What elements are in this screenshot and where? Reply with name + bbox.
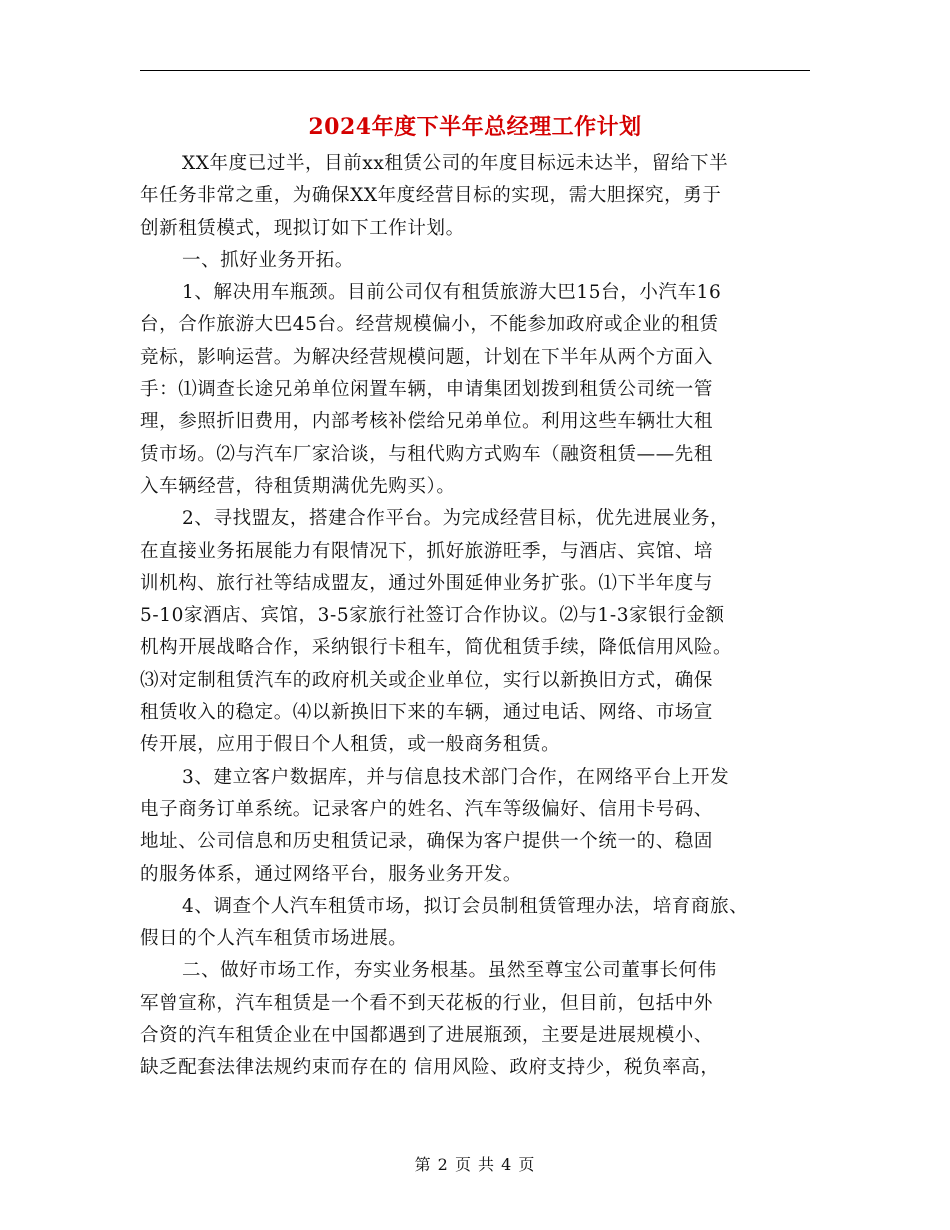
text-line: 4、调查个人汽车租赁市场，拟订会员制租赁管理办法，培育商旅、 bbox=[182, 895, 749, 917]
text-line: 地址、公司信息和历史租赁记录，确保为客户提供一个统一的、稳固 bbox=[140, 831, 714, 853]
text-line: 在直接业务拓展能力有限情况下，抓好旅游旺季，与酒店、宾馆、培 bbox=[140, 540, 714, 562]
text-line: 理，参照折旧费用，内部考核补偿给兄弟单位。利用这些车辆壮大租 bbox=[140, 411, 714, 433]
text-line: 入车辆经营，待租赁期满优先购买）。 bbox=[140, 475, 456, 497]
text-line: 年任务非常之重，为确保XX年度经营目标的实现，需大胆探究，勇于 bbox=[140, 185, 722, 207]
page-number: 第 2 页 共 4 页 bbox=[414, 1155, 536, 1174]
text-line: 竞标，影响运营。为解决经营规模问题，计划在下半年从两个方面入 bbox=[140, 346, 714, 368]
document-body bbox=[140, 148, 820, 1085]
text-line: 2、寻找盟友，搭建合作平台。为完成经营目标，优先进展业务， bbox=[182, 508, 730, 530]
text-line: XX年度已过半，目前xx租赁公司的年度目标远未达半，留给下半 bbox=[182, 153, 729, 174]
text-line: 租赁收入的稳定。⑷以新换旧下来的车辆，通过电话、网络、市场宣 bbox=[140, 702, 714, 724]
text-line: 传开展，应用于假日个人租赁，或一般商务租赁。 bbox=[140, 734, 561, 756]
text-line: 3、建立客户数据库，并与信息技术部门合作，在网络平台上开发 bbox=[182, 766, 730, 788]
text-line: 二、做好市场工作，夯实业务根基。虽然至尊宝公司董事长何伟 bbox=[182, 960, 717, 982]
text-line: 缺乏配套法律法规约束而存在的 信用风险、政府支持少，税负率高， bbox=[140, 1057, 720, 1079]
text-line: 1、解决用车瓶颈。目前公司仅有租赁旅游大巴15台，小汽车16 bbox=[182, 282, 722, 304]
text-line: 一、抓好业务开拓。 bbox=[182, 249, 354, 271]
text-line: 机构开展战略合作，采纳银行卡租车，简优租赁手续，降低信用风险。 bbox=[140, 637, 733, 659]
text-line: 台，合作旅游大巴45台。经营规模偏小，不能参加政府或企业的租赁 bbox=[140, 314, 719, 336]
document-title: 2024年度下半年总经理工作计划 bbox=[308, 114, 642, 140]
header-rule bbox=[140, 70, 810, 71]
text-line: 假日的个人汽车租赁市场进展。 bbox=[140, 928, 408, 950]
text-line: 合资的汽车租赁企业在中国都遇到了进展瓶颈，主要是进展规模小、 bbox=[140, 1025, 714, 1047]
text-line: 手：⑴调查长途兄弟单位闲置车辆，申请集团划拨到租赁公司统一管 bbox=[140, 379, 714, 401]
text-line: 创新租赁模式，现拟订如下工作计划。 bbox=[140, 217, 465, 239]
text-line: 赁市场。⑵与汽车厂家洽谈，与租代购方式购车（融资租赁——先租 bbox=[140, 443, 714, 465]
text-line: 电子商务订单系统。记录客户的姓名、汽车等级偏好、信用卡号码、 bbox=[140, 798, 714, 820]
text-line: 5-10家酒店、宾馆，3-5家旅行社签订合作协议。⑵与1-3家银行金额 bbox=[140, 605, 725, 627]
text-line: 训机构、旅行社等结成盟友，通过外围延伸业务扩张。⑴下半年度与 bbox=[140, 572, 714, 594]
text-line: ⑶对定制租赁汽车的政府机关或企业单位，实行以新换旧方式，确保 bbox=[140, 669, 714, 691]
text-line: 的服务体系，通过网络平台，服务业务开发。 bbox=[140, 863, 523, 885]
text-line: 军曾宣称，汽车租赁是一个看不到天花板的行业，但目前，包括中外 bbox=[140, 992, 714, 1014]
